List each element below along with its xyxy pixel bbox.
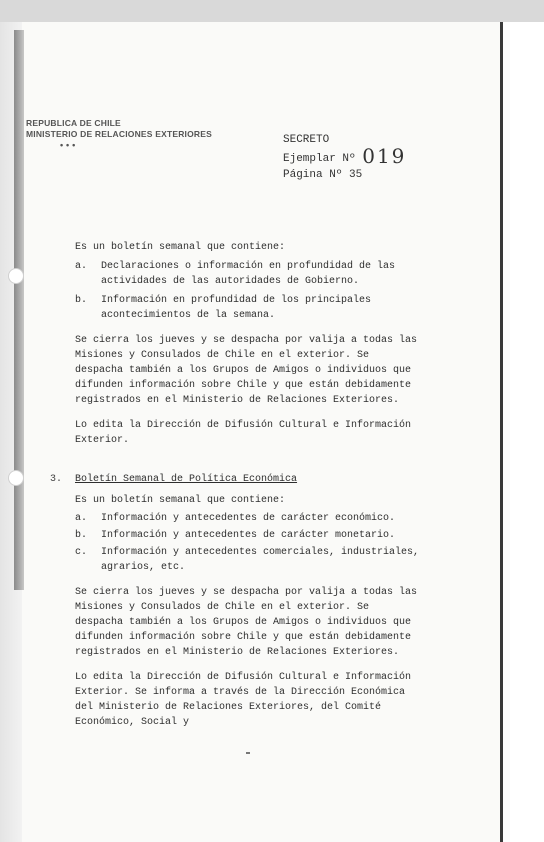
list-item-mark: a. bbox=[75, 261, 88, 272]
section-2-title: Boletín Semanal de Política Económica bbox=[75, 474, 298, 485]
list-item-text: Información y antecedentes de carácter económico. bbox=[101, 513, 396, 524]
list-item bbox=[75, 293, 423, 323]
page-number: Página Nº 35 bbox=[283, 169, 363, 181]
copy-label: Ejemplar Nº bbox=[283, 153, 356, 165]
punch-hole bbox=[8, 470, 24, 486]
binding-shadow bbox=[14, 30, 24, 590]
section-1-intro: Es un boletín semanal que contiene: bbox=[75, 242, 286, 253]
section-2-editor: Lo edita la Dirección de Difusión Cultural e Información Exterior. Se informa a través de la Dirección Económica del Ministerio de Relaciones Exteriores, del Comité Económico, Social y bbox=[75, 672, 412, 728]
section-1 bbox=[75, 240, 423, 448]
page-right-edge bbox=[500, 22, 544, 842]
list-item-mark: c. bbox=[75, 547, 88, 558]
ink-speck bbox=[246, 752, 250, 754]
letterhead-dots: • • • bbox=[60, 140, 76, 150]
list-item-mark: b. bbox=[75, 295, 88, 306]
section-2-number: 3. bbox=[50, 474, 63, 485]
letterhead-country: REPUBLICA DE CHILE bbox=[26, 118, 121, 128]
list-item bbox=[75, 259, 423, 289]
list-item bbox=[75, 511, 423, 526]
section-1-paragraph: Se cierra los jueves y se despacha por valija a todas las Misiones y Consulados de Chile en el exterior. Se despacha también a los Grupos de Amigos o individuos que difunden información sobre Chile y que están debidamente registrados en el Ministerio de Relaciones Exteriores. bbox=[75, 335, 418, 406]
copy-line bbox=[283, 144, 407, 168]
list-item-text: Declaraciones o información en profundidad de las actividades de las autoridades de Gobierno. bbox=[101, 261, 396, 287]
list-item bbox=[75, 545, 423, 575]
scanner-top-strip bbox=[0, 0, 544, 22]
punch-hole bbox=[8, 268, 24, 284]
list-item-mark: a. bbox=[75, 513, 88, 524]
section-2 bbox=[75, 472, 423, 730]
list-item-text: Información en profundidad de los principales acontecimientos de la semana. bbox=[101, 295, 372, 321]
list-item-mark: b. bbox=[75, 530, 88, 541]
letterhead bbox=[26, 118, 212, 151]
classification-block bbox=[283, 132, 406, 183]
section-2-paragraph: Se cierra los jueves y se despacha por valija a todas las Misiones y Consulados de Chile en el exterior. Se despacha también a los Grupos de Amigos o individuos que difunden información sobre Chile y que están debidamente registrados en el Ministerio de Relaciones Exteriores. bbox=[75, 587, 418, 658]
copy-number: 019 bbox=[362, 144, 407, 168]
section-1-editor: Lo edita la Dirección de Difusión Cultural e Información Exterior. bbox=[75, 420, 412, 446]
letterhead-ministry: MINISTERIO DE RELACIONES EXTERIORES bbox=[26, 129, 212, 139]
list-item-text: Información y antecedentes comerciales, industriales, agrarios, etc. bbox=[101, 547, 420, 573]
section-2-intro: Es un boletín semanal que contiene: bbox=[75, 495, 286, 506]
list-item-text: Información y antecedentes de carácter monetario. bbox=[101, 530, 396, 541]
list-item bbox=[75, 528, 423, 543]
classification-label: SECRETO bbox=[283, 134, 330, 146]
